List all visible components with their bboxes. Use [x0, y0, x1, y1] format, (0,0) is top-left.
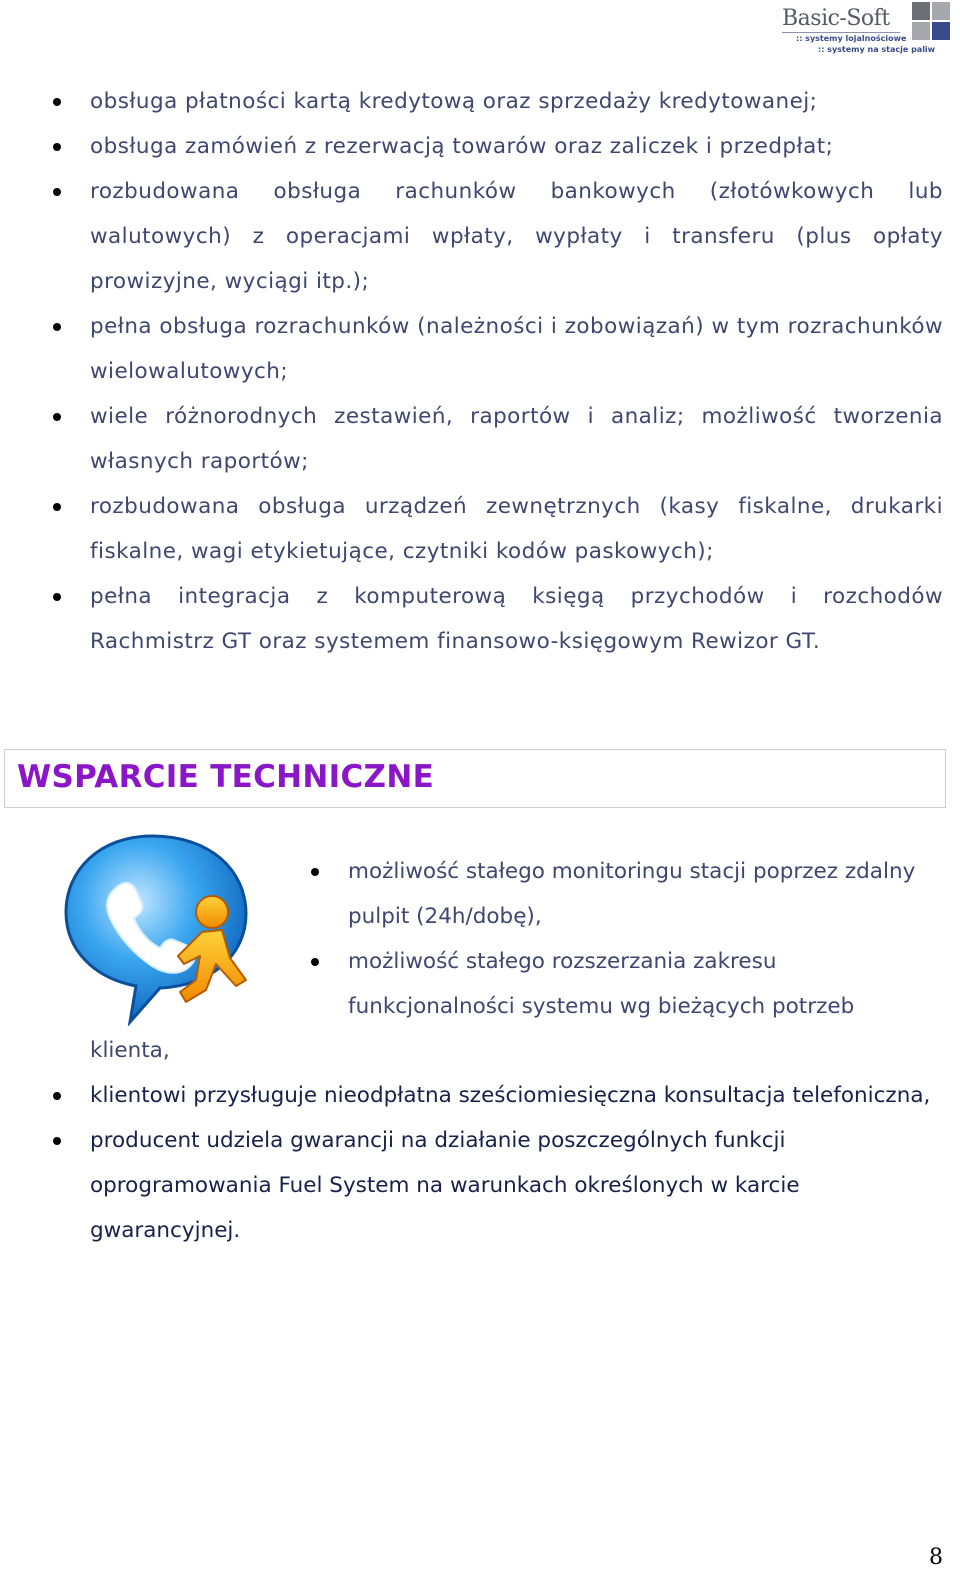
logo-squares-icon	[900, 2, 952, 48]
support-list	[0, 1073, 943, 1253]
list-item: pełna obsługa rozrachunków (należności i zobowiązań) w tym rozrachunków wielowalutowych;	[0, 304, 943, 394]
list-item: wiele różnorodnych zestawień, raportów i analiz; możliwość tworzenia własnych raportów;	[0, 394, 943, 484]
list-item: rozbudowana obsługa urządzeń zewnętrznych (kasy fiskalne, drukarki fiskalne, wagi etykietujące, czytniki kodów paskowych);	[0, 484, 943, 574]
list-item: możliwość stałego rozszerzania zakresu funkcjonalności systemu wg bieżących potrzeb	[258, 939, 948, 1029]
bullet-icon	[53, 503, 61, 511]
list-item-continuation: klienta,	[90, 1038, 170, 1063]
list-item: klientowi przysługuje nieodpłatna sześciomiesięczna konsultacja telefoniczna,	[0, 1073, 943, 1118]
section-title: WSPARCIE TECHNICZNE	[17, 759, 435, 795]
support-side-list	[258, 849, 948, 1029]
bullet-icon	[53, 1137, 61, 1145]
bullet-icon	[53, 98, 61, 106]
list-item: obsługa zamówień z rezerwacją towarów oraz zaliczek i przedpłat;	[0, 124, 943, 169]
section-heading-box	[4, 749, 946, 808]
company-logo	[782, 2, 952, 60]
list-item: możliwość stałego monitoringu stacji poprzez zdalny pulpit (24h/dobę),	[258, 849, 948, 939]
bullet-icon	[53, 323, 61, 331]
list-item: rozbudowana obsługa rachunków bankowych (złotówkowych lub walutowych) z operacjami wpłaty, wypłaty i transferu (plus opłaty prowizyjne, wyciągi itp.);	[0, 169, 943, 304]
logo-tagline-1: :: systemy lojalnościowe	[796, 34, 907, 43]
list-item: producent udziela gwarancji na działanie poszczególnych funkcji oprogramowania Fuel System na warunkach określonych w karcie gwarancyjnej.	[0, 1118, 943, 1253]
bullet-icon	[53, 593, 61, 601]
phone-support-icon	[60, 830, 260, 1026]
logo-brand: Basic-Soft	[782, 6, 890, 31]
page-number: 8	[929, 1545, 943, 1570]
bullet-icon	[53, 1092, 61, 1100]
list-item: obsługa płatności kartą kredytową oraz sprzedaży kredytowanej;	[0, 79, 943, 124]
logo-divider	[782, 32, 900, 33]
bullet-icon	[53, 413, 61, 421]
feature-list	[0, 79, 943, 664]
logo-tagline-2: :: systemy na stacje paliw	[818, 45, 936, 54]
bullet-icon	[311, 958, 319, 966]
bullet-icon	[53, 188, 61, 196]
bullet-icon	[311, 868, 319, 876]
bullet-icon	[53, 143, 61, 151]
list-item: pełna integracja z komputerową księgą przychodów i rozchodów Rachmistrz GT oraz systemem finansowo-księgowym Rewizor GT.	[0, 574, 943, 664]
